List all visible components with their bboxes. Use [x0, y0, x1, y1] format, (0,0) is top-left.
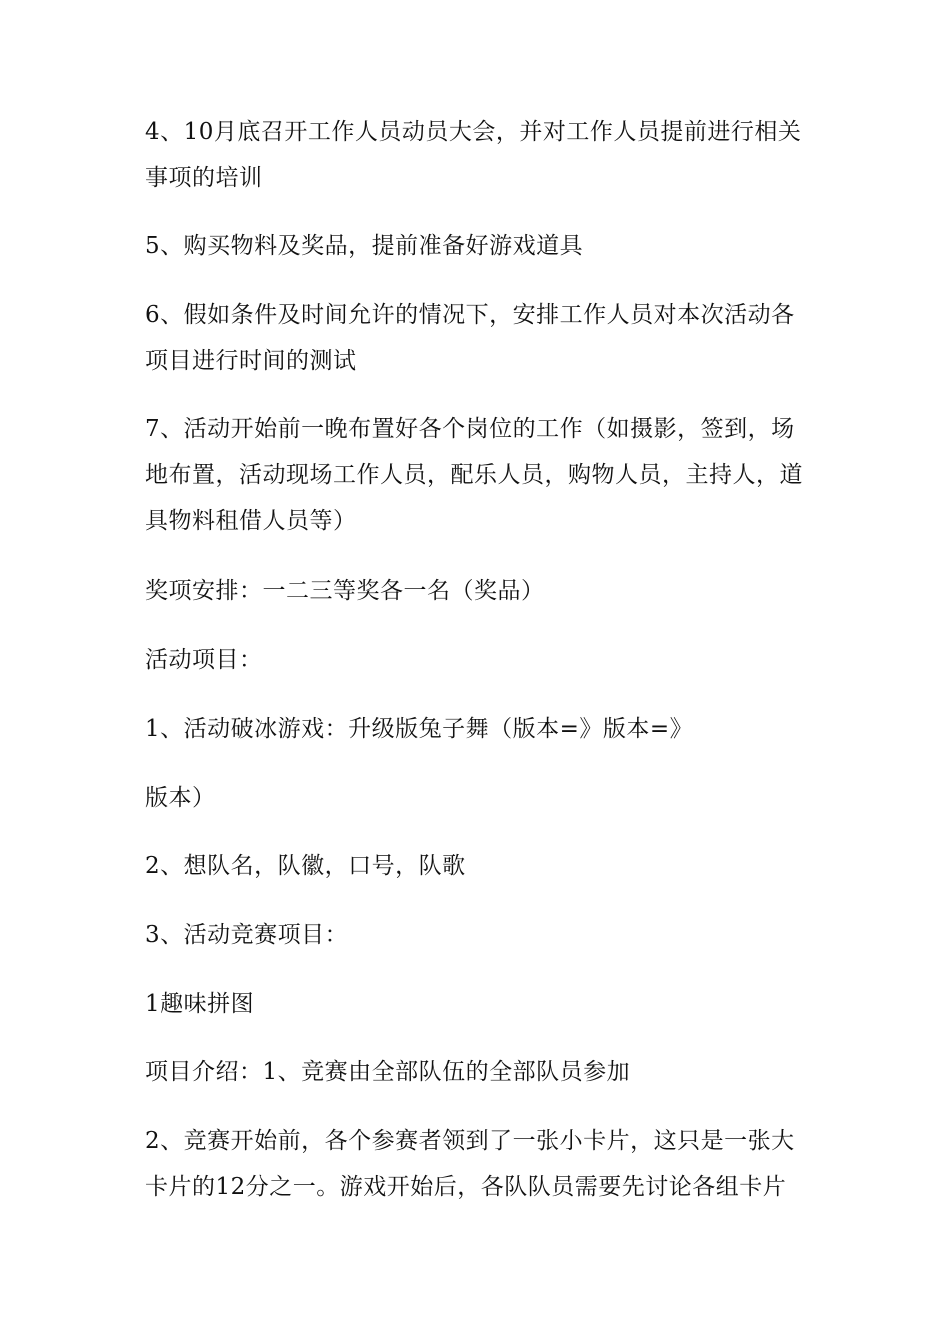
paragraph-version: 版本）	[145, 785, 216, 811]
paragraph-competition-items: 3、活动竞赛项目：	[145, 922, 349, 948]
paragraph-staff-training: 4、10月底召开工作人员动员大会，并对工作人员提前进行相关事项的培训	[145, 119, 802, 191]
paragraph-awards: 奖项安排：一二三等奖各一名（奖品）	[145, 578, 545, 604]
paragraph-purchase-materials: 5、购买物料及奖品，提前准备好游戏道具	[145, 233, 584, 259]
paragraph-activity-heading: 活动项目：	[145, 647, 263, 673]
paragraph-card-rules: 2、竞赛开始前，各个参赛者领到了一张小卡片，这只是一张大卡片的12分之一。游戏开始后，各队队员需要先讨论各组卡片	[145, 1128, 795, 1200]
paragraph-icebreaker: 1、活动破冰游戏：升级版兔子舞（版本=》版本=》	[145, 716, 694, 742]
paragraph-time-test: 6、假如条件及时间允许的情况下，安排工作人员对本次活动各项目进行时间的测试	[145, 302, 795, 374]
paragraph-post-arrangement: 7、活动开始前一晚布置好各个岗位的工作（如摄影，签到，场地布置，活动现场工作人员，配乐人员，购物人员，主持人，道具物料租借人员等）	[145, 416, 803, 534]
paragraph-puzzle-title: 1趣味拼图	[145, 991, 255, 1017]
paragraph-project-intro: 项目介绍：1、竞赛由全部队伍的全部队员参加	[145, 1059, 631, 1085]
paragraph-team-identity: 2、想队名，队徽，口号，队歌	[145, 853, 466, 879]
